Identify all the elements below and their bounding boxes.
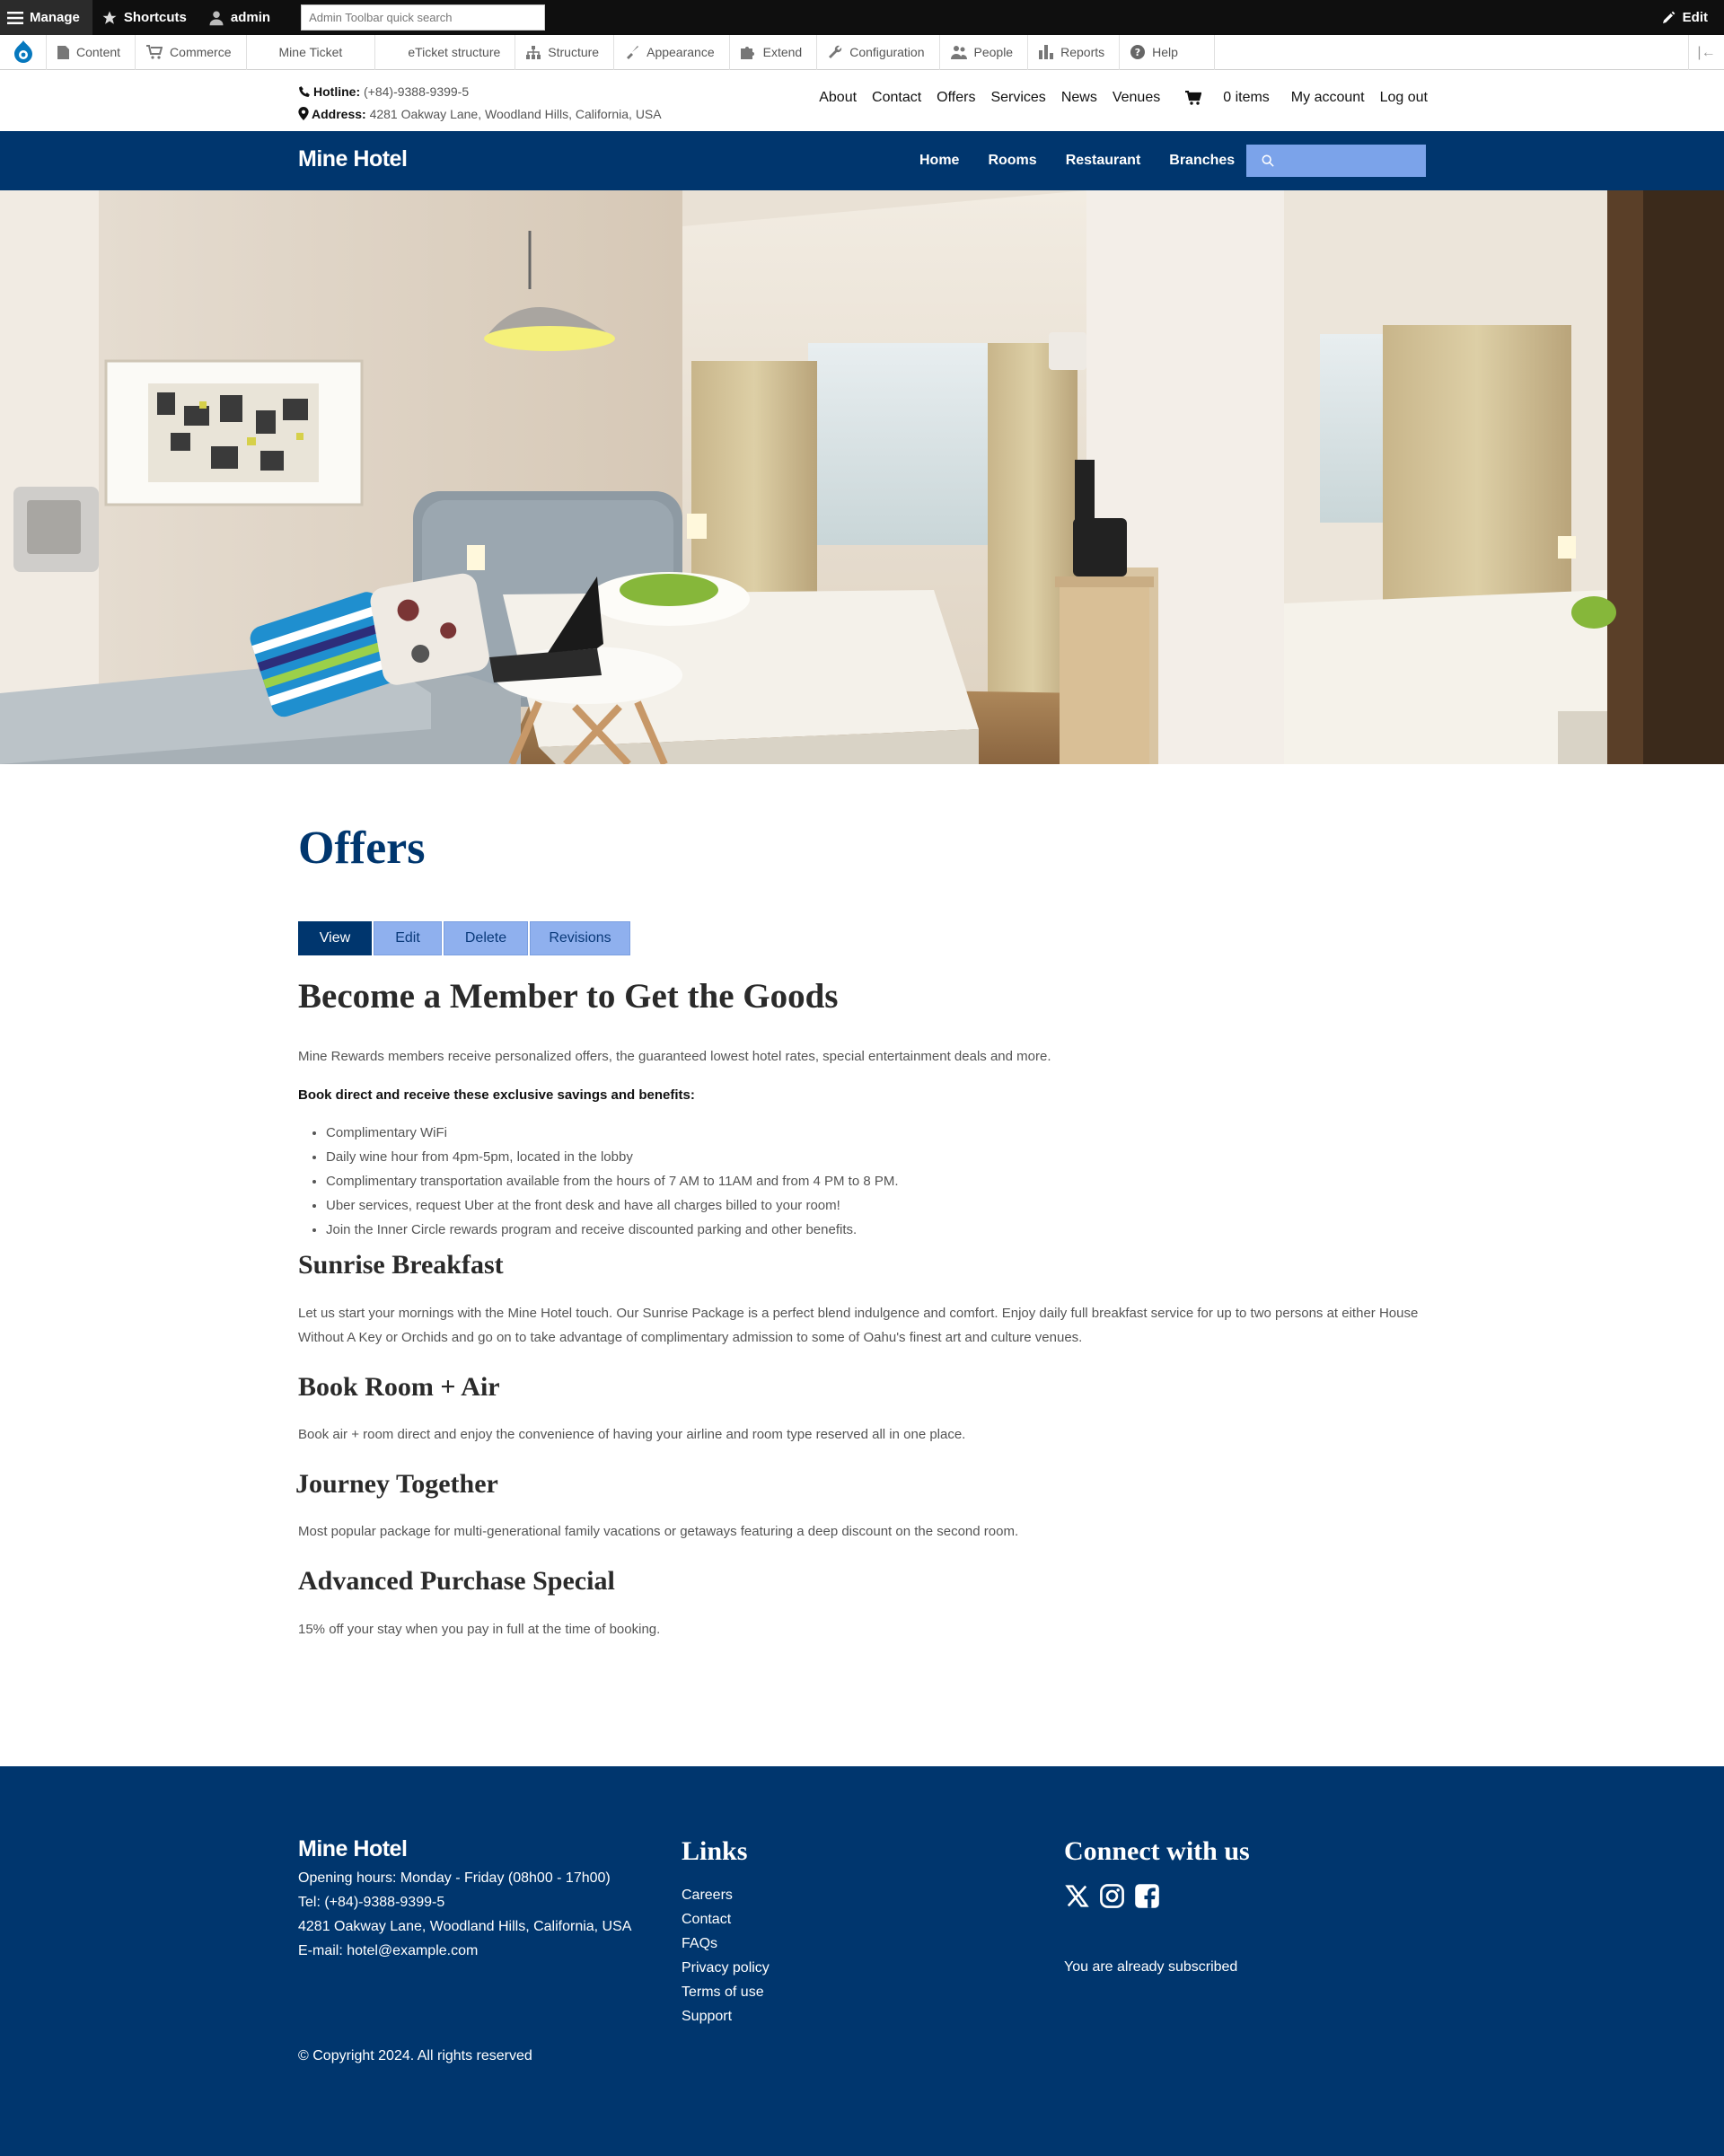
tray-content[interactable] — [47, 35, 136, 70]
top-link-venues[interactable]: Venues — [1112, 90, 1161, 105]
user-button[interactable] — [199, 0, 283, 35]
facebook-icon[interactable] — [1134, 1883, 1160, 1909]
logout-link[interactable]: Log out — [1379, 90, 1428, 105]
main-menu — [919, 153, 1263, 169]
nav-home[interactable]: Home — [919, 153, 960, 168]
address-label: Address: — [312, 107, 366, 121]
top-link-offers[interactable]: Offers — [937, 90, 976, 105]
top-link-contact[interactable]: Contact — [872, 90, 922, 105]
tray-extend[interactable] — [730, 35, 818, 70]
page-title: Offers — [298, 823, 426, 874]
footer-address: 4281 Oakway Lane, Woodland Hills, California, USA — [298, 1919, 632, 1934]
hotline-value: (+84)-9388-9399-5 — [364, 84, 470, 99]
admin-tray — [0, 35, 1724, 70]
section-title: Sunrise Breakfast — [298, 1250, 504, 1280]
subscription-status: You are already subscribed — [1064, 1959, 1238, 1975]
tray-eticket-structure[interactable] — [375, 35, 515, 70]
footer-hours: Opening hours: Monday - Friday (08h00 - 17h00) — [298, 1870, 611, 1886]
intro-text: Mine Rewards members receive personalized offers, the guaranteed lowest hotel rates, special entertainment deals and more. — [298, 1049, 1051, 1064]
map-pin-icon — [298, 107, 309, 120]
bar-chart-icon — [1039, 45, 1053, 59]
user-label: admin — [230, 10, 271, 25]
benefits-title: Book direct and receive these exclusive savings and benefits: — [298, 1087, 695, 1103]
tray-commerce[interactable] — [136, 35, 246, 70]
section-title: Book Room + Air — [298, 1372, 500, 1402]
instagram-icon[interactable] — [1099, 1883, 1125, 1909]
admin-toolbar — [0, 0, 1724, 35]
my-account-link[interactable]: My account — [1290, 90, 1365, 105]
footer-tel: Tel: (+84)-9388-9399-5 — [298, 1895, 445, 1910]
tray-orientation-toggle-icon[interactable]: |← — [1688, 35, 1724, 70]
tab-delete[interactable]: Delete — [444, 921, 528, 955]
nav-rooms[interactable]: Rooms — [988, 153, 1037, 168]
tab-edit[interactable]: Edit — [374, 921, 442, 955]
shortcuts-button[interactable] — [92, 0, 199, 35]
hamburger-icon — [7, 11, 23, 25]
tray-eticket-label: eTicket structure — [408, 45, 501, 59]
tray-configuration-label: Configuration — [849, 45, 925, 59]
tray-people-label: People — [973, 45, 1014, 59]
section-title: Journey Together — [295, 1469, 498, 1499]
tray-mine-ticket[interactable] — [247, 35, 376, 70]
nav-branches[interactable]: Branches — [1169, 153, 1236, 168]
section-text: 15% off your stay when you pay in full at the time of booking. — [298, 1622, 661, 1637]
footer-link-contact[interactable]: Contact — [682, 1912, 732, 1927]
help-icon — [1130, 45, 1145, 59]
footer-link-support[interactable]: Support — [682, 2009, 733, 2024]
benefits-list — [326, 1121, 899, 1242]
hero-image — [0, 190, 1724, 764]
member-heading: Become a Member to Get the Goods — [298, 977, 839, 1016]
tray-appearance[interactable] — [614, 35, 730, 70]
hotline-label: Hotline: — [313, 84, 361, 99]
top-link-services[interactable]: Services — [990, 90, 1046, 105]
tray-structure-label: Structure — [548, 45, 600, 59]
tab-view[interactable]: View — [298, 921, 372, 955]
structure-icon — [526, 46, 541, 59]
cart-icon — [146, 45, 163, 59]
benefit-item: • Complimentary WiFi — [326, 1121, 899, 1145]
document-icon — [57, 46, 69, 59]
drupal-logo-icon[interactable] — [0, 35, 47, 70]
main-navigation — [0, 131, 1724, 190]
benefit-item: • Complimentary transportation available from the hours of 7 AM to 11AM and from 4 PM to 8 PM. — [326, 1169, 899, 1193]
footer-connect — [1064, 1836, 1250, 1976]
footer-contact — [298, 1836, 631, 1963]
section-text: Let us start your mornings with the Mine Hotel touch. Our Sunrise Package is a perfect blend indulgence and comfort. Enjoy daily full breakfast service for up to two persons at either House Without A Key or Orchids and go on to take advantage of complimentary admission to some of Oahu's finest art and culture venues. — [298, 1306, 1419, 1345]
copyright: © Copyright 2024. All rights reserved — [298, 2048, 532, 2064]
tray-appearance-label: Appearance — [646, 45, 715, 59]
tray-help[interactable] — [1120, 35, 1215, 70]
people-icon — [951, 45, 967, 59]
footer-link-careers[interactable]: Careers — [682, 1888, 733, 1903]
local-tasks-tabs — [298, 921, 632, 955]
brush-icon — [625, 45, 639, 59]
site-brand[interactable]: Mine Hotel — [298, 146, 408, 172]
manage-label: Manage — [30, 10, 80, 25]
tab-revisions[interactable]: Revisions — [530, 921, 630, 955]
x-twitter-icon[interactable] — [1064, 1883, 1090, 1909]
pencil-icon — [1661, 11, 1676, 25]
hotel-room-illustration — [0, 190, 1724, 764]
cart-label: 0 items — [1223, 90, 1270, 105]
top-link-news[interactable]: News — [1060, 90, 1097, 105]
site-footer — [0, 1766, 1724, 2156]
section-text: Book air + room direct and enjoy the convenience of having your airline and room type reserved all in one place. — [298, 1427, 966, 1442]
phone-icon — [298, 85, 311, 98]
footer-link-terms[interactable]: Terms of use — [682, 1984, 764, 2000]
footer-link-privacy[interactable]: Privacy policy — [682, 1960, 770, 1976]
top-link-about[interactable]: About — [819, 90, 858, 105]
tray-extend-label: Extend — [762, 45, 803, 59]
star-icon — [101, 10, 118, 26]
nav-restaurant[interactable]: Restaurant — [1065, 153, 1141, 168]
social-links — [1064, 1883, 1250, 1909]
edit-mode-button[interactable] — [1661, 0, 1708, 35]
manage-button[interactable] — [0, 0, 92, 35]
puzzle-icon — [741, 45, 756, 59]
cart-link[interactable] — [1185, 90, 1270, 106]
svg-text:?: ? — [1134, 47, 1141, 58]
site-search-input[interactable] — [1246, 145, 1426, 177]
footer-connect-title: Connect with us — [1064, 1836, 1250, 1866]
tray-reports-label: Reports — [1060, 45, 1105, 59]
tray-help-label: Help — [1152, 45, 1178, 59]
footer-links-title: Links — [682, 1836, 748, 1866]
benefit-item: • Join the Inner Circle rewards program and receive discounted parking and other benefits. — [326, 1218, 899, 1242]
top-links — [804, 90, 1428, 106]
wrench-icon — [828, 45, 842, 59]
tray-commerce-label: Commerce — [170, 45, 232, 59]
search-icon — [1262, 154, 1274, 167]
admin-search-input[interactable]: Admin Toolbar quick search — [301, 4, 545, 31]
tray-content-label: Content — [76, 45, 121, 59]
tray-configuration[interactable] — [817, 35, 939, 70]
contact-info — [298, 81, 662, 126]
benefit-item: • Uber services, request Uber at the front desk and have all charges billed to your room! — [326, 1193, 899, 1218]
edit-label: Edit — [1682, 10, 1708, 25]
address-value: 4281 Oakway Lane, Woodland Hills, California, USA — [369, 107, 662, 121]
tray-people[interactable] — [940, 35, 1029, 70]
section-text: Most popular package for multi-generational family vacations or getaways featuring a deep discount on the second room. — [298, 1524, 1019, 1539]
benefit-item: • Daily wine hour from 4pm-5pm, located in the lobby — [326, 1145, 899, 1169]
top-info-bar — [0, 70, 1724, 131]
tray-structure[interactable] — [515, 35, 614, 70]
user-icon — [208, 10, 224, 26]
footer-links — [682, 1836, 770, 2028]
tray-reports[interactable] — [1028, 35, 1120, 70]
section-title: Advanced Purchase Special — [298, 1566, 615, 1596]
footer-link-faqs[interactable]: FAQs — [682, 1936, 718, 1951]
tray-mine-ticket-label: Mine Ticket — [278, 45, 343, 59]
footer-email: E-mail: hotel@example.com — [298, 1943, 479, 1958]
footer-brand: Mine Hotel — [298, 1836, 408, 1861]
cart-icon — [1185, 91, 1201, 105]
shortcuts-label: Shortcuts — [123, 10, 187, 25]
